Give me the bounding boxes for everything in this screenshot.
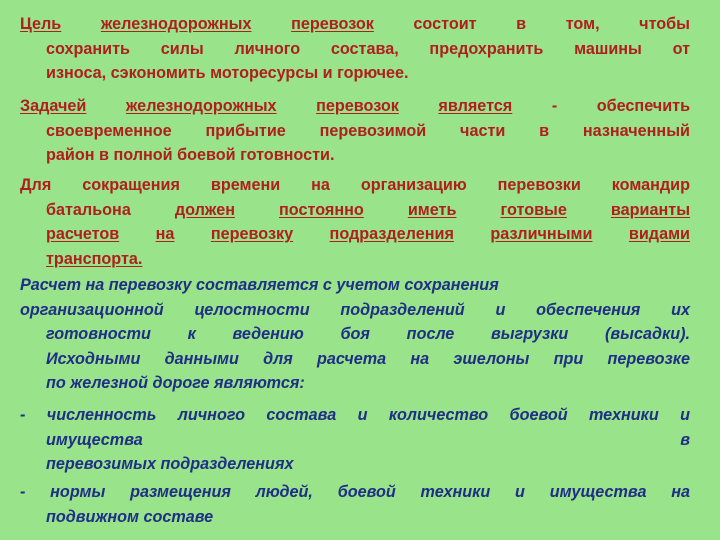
underlined-word: постоянно: [279, 200, 364, 219]
bullet-norms-line-1: - нормы размещения людей, боевой техники и имущества на: [20, 483, 690, 501]
text-fragment: в: [680, 430, 690, 449]
term-goal: Цель: [20, 15, 62, 33]
underlined-word: расчетов: [46, 225, 120, 244]
text-fragment: батальона: [46, 200, 131, 219]
term-is: является: [438, 97, 513, 115]
paragraph-calculation-line-1: Расчет на перевозку составляется с учетом сохранения: [20, 276, 499, 294]
term-transport: перевозок: [316, 97, 399, 115]
text-fragment: - обеспечить: [551, 97, 691, 115]
paragraph-goal-line-1: [20, 12, 690, 37]
underlined-word: различными: [490, 225, 593, 244]
term-railway: железнодорожных: [100, 15, 252, 33]
paragraph-goal-line-2: сохранить силы личного состава, предохранить машины от: [46, 39, 690, 58]
underlined-word: иметь: [407, 200, 457, 219]
paragraph-task-line-1: [20, 94, 690, 119]
paragraph-calculation-line-4: Исходными данными для расчета на эшелоны при перевозке: [46, 349, 690, 368]
paragraph-calculation-line-3: готовности к ведению боя после выгрузки (высадки).: [46, 325, 690, 344]
paragraph-calculation-line-2: организационной целостности подразделений и обеспечения их: [20, 300, 690, 319]
paragraph-goal: [20, 12, 690, 86]
paragraph-reduce-time-line-4: [20, 247, 690, 272]
underlined-word: видами: [628, 225, 691, 244]
bullet-personnel: [20, 403, 690, 477]
paragraph-task: [20, 94, 690, 168]
paragraph-calculation-line-5: по железной дороге являются:: [46, 374, 305, 393]
paragraph-goal-line-3: износа, сэкономить моторесурсы и горючее.: [46, 64, 409, 83]
term-task: Задачей: [20, 97, 87, 115]
paragraph-calculation: [20, 273, 690, 396]
underlined-word: перевозку: [210, 225, 294, 244]
paragraph-task-line-3: район в полной боевой готовности.: [46, 146, 335, 165]
text-fragment: имущества: [46, 430, 143, 449]
paragraph-reduce-time-line-3: [20, 222, 690, 247]
paragraph-task-line-2: своевременное прибытие перевозимой части в назначенный: [46, 121, 690, 140]
bullet-norms: [20, 480, 690, 529]
term-transport: перевозок: [291, 15, 374, 33]
bullet-personnel-line-3: перевозимых подразделениях: [46, 455, 294, 474]
paragraph-reduce-time-line-2: [20, 198, 690, 223]
underlined-word: на: [155, 225, 175, 244]
bullet-personnel-line-1: - численность личного состава и количество боевой техники и: [20, 406, 690, 424]
underlined-word: готовые: [500, 200, 567, 219]
bullet-norms-line-2: подвижном составе: [46, 507, 214, 526]
underlined-word: должен: [174, 200, 235, 219]
text-fragment: состоит в том, чтобы: [413, 15, 690, 33]
bullet-personnel-line-2: [20, 428, 690, 453]
paragraph-reduce-time: [20, 173, 690, 271]
underlined-word: подразделения: [329, 225, 454, 244]
underlined-word: варианты: [610, 200, 691, 219]
term-railway: железнодорожных: [125, 97, 277, 115]
paragraph-reduce-time-line-1: Для сокращения времени на организацию перевозки командир: [20, 176, 690, 194]
underlined-word: транспорта.: [46, 249, 143, 268]
